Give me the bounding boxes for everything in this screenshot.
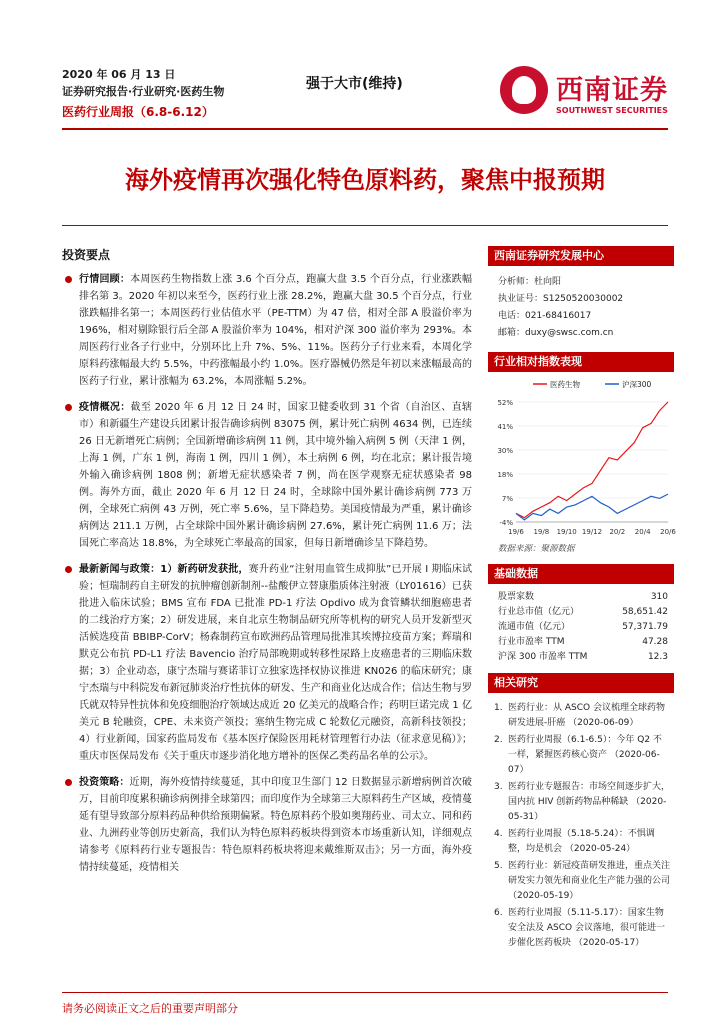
index-chart: [488, 372, 674, 542]
report-date: 2020 年 06 月 13 日: [62, 68, 176, 81]
index-chart-svg: [488, 372, 674, 542]
summary-text: 近期，海外疫情持续蔓延，其中印度卫生部门 12 日数据显示新增病例首次破万，目前印度累积确诊病例排全球第四；而印度作为全球第三大原料药生产区域，疫情蔓延有望导致部分原料药品种供给预期偏紧。特色原料药个股如奥翔药业、司太立、同和药业、九洲药业等创历史新高，我们认为特色原料药板块得到资本市场重新认知，详细观点请参考《原料药行业专题报告：特色原料药板块将迎来戴维斯双击》；另一方面，海外疫情持续蔓延，疫情相关: [79, 777, 472, 873]
item-number: 5.: [494, 861, 503, 871]
summary-lead: 疫情概况：: [79, 402, 131, 413]
related-research-heading: 相关研究: [488, 673, 674, 693]
chart-ytick-label: 7%: [501, 495, 513, 503]
chart-xtick-label: 19/10: [556, 528, 577, 536]
summary-item-epidemic: [62, 399, 472, 552]
report-category: 证券研究报告·行业研究·医药生物: [62, 85, 225, 98]
basic-data-row: [488, 635, 674, 650]
summary-lead: 行情回顾：: [79, 274, 131, 285]
item-number: 6.: [494, 908, 503, 918]
header-divider: [62, 128, 668, 130]
company-logo: [500, 62, 678, 126]
basic-data-value: 12.3: [647, 652, 668, 662]
basic-data-value: 310: [650, 592, 668, 602]
item-number: 2.: [494, 735, 503, 745]
item-number: 4.: [494, 829, 503, 839]
related-research-item[interactable]: [494, 859, 670, 904]
basic-data-value: 47.28: [642, 637, 668, 647]
analyst-license: 执业证号：S1250520030002: [498, 294, 624, 304]
summary-heading: 投资要点: [62, 248, 111, 262]
chart-xtick-label: 20/4: [634, 528, 651, 536]
basic-data-table: [488, 584, 674, 665]
footer-divider: [62, 992, 668, 993]
basic-data-row: [488, 650, 674, 665]
item-text: 医药行业专题报告：市场空间逐步扩大，国内抗 HIV 创新药物品种稀缺 （2020-05-31）: [508, 782, 671, 822]
related-research-item[interactable]: [494, 827, 670, 857]
summary-item-strategy: [62, 774, 472, 876]
basic-data-label: 行业市盈率 TTM: [498, 637, 565, 647]
sidebar: [488, 246, 674, 953]
chart-source: 数据来源：聚源数据: [498, 544, 575, 554]
item-text: 医药行业：从 ASCO 会议梳理全球药物研发进展-肝癌 （2020-06-09）: [508, 703, 665, 728]
basic-data-heading: 基础数据: [488, 564, 674, 584]
related-research-item[interactable]: [494, 780, 670, 825]
logo-mark-icon: [500, 66, 548, 114]
chart-series-line: [516, 402, 668, 518]
analyst-info: [488, 266, 674, 342]
index-chart-heading: 行业相对指数表现: [488, 352, 674, 372]
summary-lead: 最新新闻与政策：1）新药研发获批，: [79, 564, 249, 575]
chart-legend-label: 医药生物: [550, 380, 580, 389]
summary-text: 赛升药业“注射用血管生成抑肽”已开展 I 期临床试验；恒瑞制药自主研发的抗肿瘤创新制剂--盐酸伊立替康脂质体注射液（LY01616）已获批进入临床试验；BMS 宣布 FDA 已批准 PD-1 疗法 Opdivo 成为食管鳞状细胞癌患者的二线治疗方案；2）研发进展，来自北京生物制品研究所等机构的研究人员开发新型灭活候选疫苗 BBIBP-CorV；杨森制药宣布欧洲药品管理局批准其埃博拉疫苗方案；辉瑞和默克公布抗 PD-L1 疗法 Bavencio 治疗局部晚期或转移性尿路上皮癌患者的三期临床数据；3）企业动态，康宁杰瑞与赛诺菲订立独家选择权协议推进 KN026 的临床研究；康宁杰瑞与中科院发布新冠肺炎治疗性抗体的研发、生产和商业化达成合作；信达生物与罗氏就双特异性抗体和免疫细胞治疗领域达成近 20 亿美元的战略合作；药明巨诺完成 1 亿美元 B 轮融资，CPE、未来资产领投；塞纳生物完成 C 轮数亿元融资，高新科技领投；4）行业新闻，国家药监局发布《基本医疗保险医用耗材管理暂行办法（征求意见稿）》；重庆市医保局发布《关于重庆市逐步消化地方增补的医保乙类药品名单的公示》。: [79, 564, 472, 762]
summary-lead: 投资策略：: [79, 777, 130, 788]
basic-data-label: 行业总市值（亿元）: [498, 607, 580, 617]
related-research-item[interactable]: [494, 701, 670, 731]
related-research-item[interactable]: [494, 733, 670, 778]
chart-legend-label: 沪深300: [622, 380, 652, 389]
analyst-name: 分析师：杜向阳: [498, 277, 562, 287]
chart-ytick-label: 30%: [497, 447, 513, 455]
page-title: 海外疫情再次强化特色原料药，聚焦中报预期: [125, 166, 605, 194]
basic-data-label: 沪深 300 市盈率 TTM: [498, 652, 588, 662]
basic-data-row: [488, 605, 674, 620]
basic-data-value: 58,651.42: [622, 607, 668, 617]
basic-data-label: 股票家数: [498, 592, 535, 602]
basic-data-value: 57,371.79: [622, 622, 668, 632]
header-meta: [62, 66, 224, 121]
analyst-email: 邮箱：duxy@swsc.com.cn: [498, 328, 614, 338]
logo-text-cn: 西南证券: [556, 75, 668, 106]
industry-rating: 强于大市(维持): [306, 76, 403, 92]
report-series: 医药行业周报（6.8-6.12）: [62, 105, 214, 119]
chart-ytick-label: 41%: [497, 423, 513, 431]
item-number: 1.: [494, 703, 503, 713]
chart-ytick-label: -4%: [499, 519, 513, 527]
basic-data-row: [488, 620, 674, 635]
item-text: 医药行业：新冠疫苗研发推进，重点关注研发实力领先和商业化生产能力强的公司 （2020-05-19）: [508, 861, 671, 901]
chart-xtick-label: 20/6: [660, 528, 676, 536]
analyst-phone: 电话：021-68416017: [498, 311, 592, 321]
item-text: 医药行业周报（6.1-6.5）：今年 Q2 不一样，紧握医药核心资产 （2020-06-07）: [508, 735, 662, 775]
footer-disclaimer[interactable]: 请务必阅读正文之后的重要声明部分: [62, 1002, 238, 1015]
related-research-item[interactable]: [494, 906, 670, 951]
item-number: 3.: [494, 782, 503, 792]
summary-text: 截至 2020 年 6 月 12 日 24 时，国家卫健委收到 31 个省（自治区、直辖市）和新疆生产建设兵团累计报告确诊病例 83075 例，累计死亡病例 4634 例，已连续 26 日无新增死亡病例；全国新增确诊病例 11 例，其中境外输入病例 5 例（天津 1 例，上海 1 例，广东 1 例，海南 1 例，四川 1 例），本土病例 6 例，均在北京；累计报告境外输入确诊病例 1808 例；新增无症状感染者 7 例，尚在医学观察无症状感染者 98 例。海外方面，截止 2020 年 6 月 12 日 24 时，全球除中国外累计确诊病例 773 万例，全球死亡病例 43 万例，死亡率 5.6%，呈下降趋势。美国疫情最为严重，累计确诊病例达 211.1 万例，占全球除中国外累计确诊病例 27.6%，累计死亡病例 11.6 万；法国死亡率高达 18.8%，为全球死亡率最高的国家，但每日新增确诊呈下降趋势。: [79, 402, 473, 549]
summary-item-news: [62, 561, 472, 765]
summary-text: 本周医药生物指数上涨 3.6 个百分点，跑赢大盘 3.5 个百分点，行业涨跌幅排名第 3。2020 年初以来至今，医药行业上涨 28.2%，跑赢大盘 30.5 个百分点，行业涨跌幅排名第一；本周医药行业估值水平（PE-TTM）为 47 倍，相对全部 A 股溢价率为 196%，相对剔除银行后全部 A 股溢价率为 104%，相对沪深 300 溢价率为 293%。本周医药行业各子行业中，分别环比上升 7%、5%、11%。医药分子行业来看，本周化学原料药涨幅最大约 5.5%，中药涨幅最小约 1.0%。医疗器械仍然是年初以来涨幅最高的医药子行业，累计涨幅为 63.2%，本周涨幅 5.2%。: [79, 274, 473, 387]
investment-summary: [62, 246, 472, 885]
basic-data-label: 流通市值（亿元）: [498, 622, 571, 632]
chart-xtick-label: 20/2: [609, 528, 626, 536]
summary-item-market: [62, 271, 472, 390]
chart-ytick-label: 52%: [497, 399, 513, 407]
chart-xtick-label: 19/6: [508, 528, 524, 536]
item-text: 医药行业周报（5.18-5.24）：不惧调整，均是机会 （2020-05-24）: [508, 829, 655, 854]
related-research-list: [488, 693, 674, 951]
research-center-heading: 西南证券研究发展中心: [488, 246, 674, 266]
chart-xtick-label: 19/12: [581, 528, 603, 536]
item-text: 医药行业周报（5.11-5.17）：国家生物安全法及 ASCO 会议落地，很可能进一步催化医药板块 （2020-05-17）: [508, 908, 665, 948]
chart-ytick-label: 18%: [497, 471, 513, 479]
chart-xtick-label: 19/8: [533, 528, 550, 536]
title-divider: [62, 225, 668, 226]
basic-data-row: [488, 590, 674, 605]
logo-text-en: SOUTHWEST SECURITIES: [556, 106, 668, 115]
